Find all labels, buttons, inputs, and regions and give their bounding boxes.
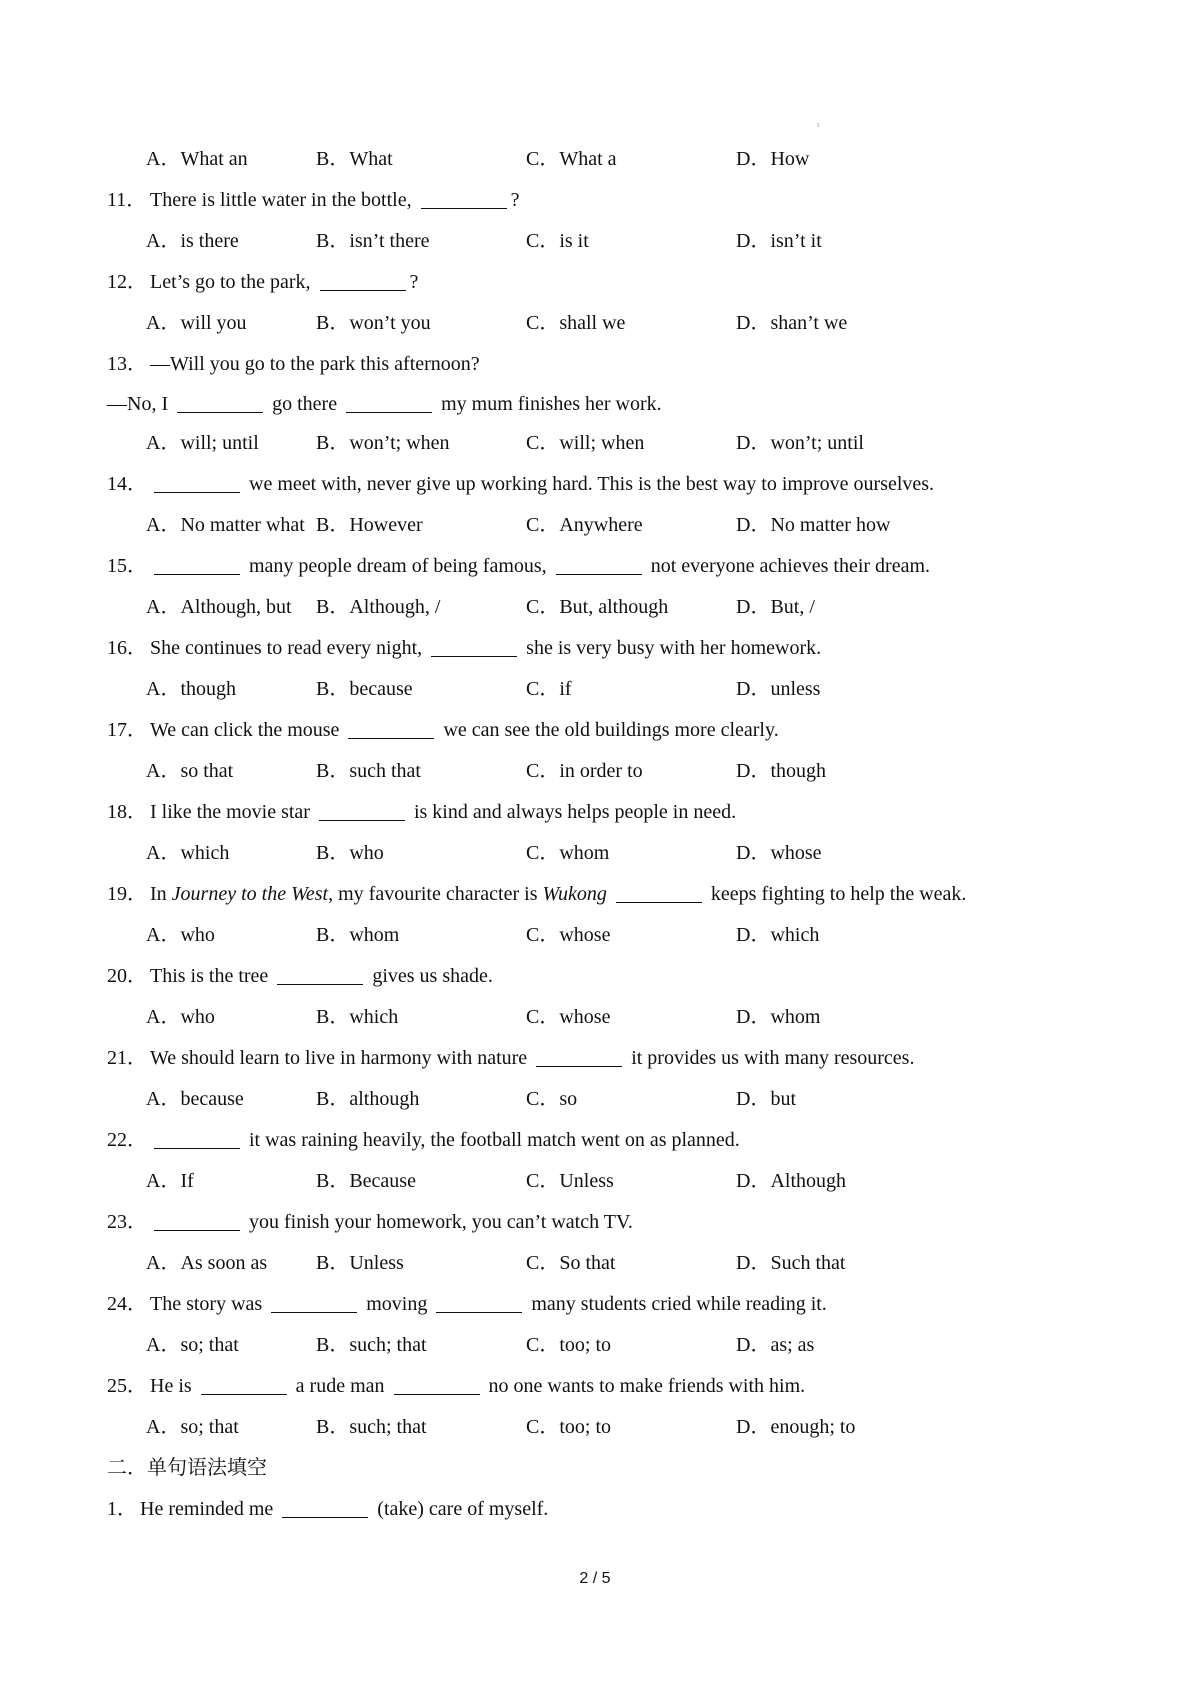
option-b[interactable]: B．whom xyxy=(316,924,400,946)
option-a[interactable]: A．so; that xyxy=(146,1334,239,1356)
answer-blank[interactable] xyxy=(616,882,702,903)
option-a[interactable]: A．No matter what xyxy=(146,514,305,536)
option-c[interactable]: C．in order to xyxy=(526,760,643,782)
option-c[interactable]: C．too; to xyxy=(526,1334,612,1356)
answer-blank[interactable] xyxy=(348,718,434,739)
answer-blank[interactable] xyxy=(277,964,363,985)
option-d[interactable]: D．whose xyxy=(736,842,822,864)
book-title: Journey to the West xyxy=(171,883,329,905)
question-text: She continues to read every night, she is very busy with her homework. xyxy=(150,637,822,659)
option-d[interactable]: D．though xyxy=(736,760,826,782)
option-d[interactable]: D．whom xyxy=(736,1006,821,1028)
option-a[interactable]: A．will; until xyxy=(146,432,259,454)
option-c[interactable]: C．Anywhere xyxy=(526,514,643,536)
question-text: many people dream of being famous, not everyone achieves their dream. xyxy=(150,554,930,578)
option-b[interactable]: B．although xyxy=(316,1088,420,1110)
option-d[interactable]: D．won’t; until xyxy=(736,432,864,454)
option-b[interactable]: B．Unless xyxy=(316,1252,404,1274)
option-c[interactable]: C．Unless xyxy=(526,1170,614,1192)
option-d: D．How xyxy=(736,148,810,170)
question-text: There is little water in the bottle, ? xyxy=(150,189,520,211)
option-a[interactable]: A．who xyxy=(146,924,215,946)
answer-blank[interactable] xyxy=(346,392,432,413)
question-number: 20． xyxy=(107,965,147,987)
question-text: I like the movie star is kind and always helps people in need. xyxy=(150,801,737,823)
answer-blank[interactable] xyxy=(154,1128,240,1149)
answer-blank[interactable] xyxy=(431,636,517,657)
option-b[interactable]: B．won’t; when xyxy=(316,432,450,454)
option-d[interactable]: D．isn’t it xyxy=(736,230,822,252)
question-text: He reminded me (take) care of myself. xyxy=(140,1498,549,1520)
answer-blank[interactable] xyxy=(320,270,406,291)
option-c[interactable]: C．too; to xyxy=(526,1416,612,1438)
option-b[interactable]: B．isn’t there xyxy=(316,230,430,252)
option-a[interactable]: A．As soon as xyxy=(146,1252,268,1274)
option-d[interactable]: D．shan’t we xyxy=(736,312,848,334)
question-text: We should learn to live in harmony with nature it provides us with many resources. xyxy=(150,1047,915,1069)
question-number: 24． xyxy=(107,1293,147,1315)
answer-blank[interactable] xyxy=(536,1046,622,1067)
answer-blank[interactable] xyxy=(201,1374,287,1395)
option-a[interactable]: A．will you xyxy=(146,312,247,334)
question-number: 14． xyxy=(107,473,147,495)
option-c[interactable]: C．whom xyxy=(526,842,610,864)
option-b[interactable]: B．such that xyxy=(316,760,421,782)
question-number: 15． xyxy=(107,555,147,577)
option-c[interactable]: C．will; when xyxy=(526,432,645,454)
option-c[interactable]: C．But, although xyxy=(526,596,669,618)
option-d[interactable]: D．enough; to xyxy=(736,1416,856,1438)
option-a[interactable]: A．though xyxy=(146,678,236,700)
answer-blank[interactable] xyxy=(154,554,240,575)
question-number: 1． xyxy=(107,1498,137,1520)
question-text: Let’s go to the park, ? xyxy=(150,271,419,293)
answer-blank[interactable] xyxy=(394,1374,480,1395)
option-a[interactable]: A．If xyxy=(146,1170,194,1192)
option-c[interactable]: C．whose xyxy=(526,924,611,946)
question-number: 18． xyxy=(107,801,147,823)
option-a[interactable]: A．Although, but xyxy=(146,596,292,618)
option-d[interactable]: D．as; as xyxy=(736,1334,815,1356)
option-a[interactable]: A．so; that xyxy=(146,1416,239,1438)
option-b[interactable]: B．Because xyxy=(316,1170,416,1192)
option-a[interactable]: A．is there xyxy=(146,230,239,252)
answer-blank[interactable] xyxy=(154,1210,240,1231)
question-number: 12． xyxy=(107,271,147,293)
option-c[interactable]: C．is it xyxy=(526,230,589,252)
option-c[interactable]: C．So that xyxy=(526,1252,616,1274)
option-d[interactable]: D．which xyxy=(736,924,820,946)
answer-blank[interactable] xyxy=(154,472,240,493)
option-d[interactable]: D．but xyxy=(736,1088,796,1110)
character-name: Wukong xyxy=(542,883,607,905)
option-a[interactable]: A．which xyxy=(146,842,230,864)
page-mark: ı xyxy=(817,120,820,129)
answer-blank[interactable] xyxy=(177,392,263,413)
question-text: we meet with, never give up working hard. This is the best way to improve ourselves. xyxy=(150,472,934,496)
option-a[interactable]: A．so that xyxy=(146,760,234,782)
option-b[interactable]: B．such; that xyxy=(316,1334,427,1356)
question-number: 19． xyxy=(107,883,147,905)
option-d[interactable]: D．But, / xyxy=(736,596,815,618)
option-d[interactable]: D．Such that xyxy=(736,1252,846,1274)
option-d[interactable]: D．Although xyxy=(736,1170,846,1192)
question-number: 13． xyxy=(107,353,147,375)
answer-blank[interactable] xyxy=(556,554,642,575)
question-text: —Will you go to the park this afternoon? xyxy=(150,353,480,375)
dialog-reply: —No, I go there my mum finishes her work. xyxy=(107,393,662,415)
option-c[interactable]: C．so xyxy=(526,1088,578,1110)
question-text: you finish your homework, you can’t watch TV. xyxy=(150,1210,633,1234)
question-text: He is a rude man no one wants to make friends with him. xyxy=(150,1375,806,1397)
option-b[interactable]: B．who xyxy=(316,842,384,864)
page-number: 2 / 5 xyxy=(579,1570,611,1587)
question-text: The story was moving many students cried while reading it. xyxy=(150,1293,827,1315)
section-heading: 二．单句语法填空 xyxy=(107,1457,267,1479)
answer-blank[interactable] xyxy=(436,1292,522,1313)
option-c[interactable]: C．if xyxy=(526,678,572,700)
question-text: it was raining heavily, the football match went on as planned. xyxy=(150,1128,740,1152)
option-b[interactable]: B．However xyxy=(316,514,423,536)
question-text: We can click the mouse we can see the old buildings more clearly. xyxy=(150,719,779,741)
option-d[interactable]: D．unless xyxy=(736,678,821,700)
answer-blank[interactable] xyxy=(271,1292,357,1313)
option-b[interactable]: B．which xyxy=(316,1006,399,1028)
option-a[interactable]: A．because xyxy=(146,1088,244,1110)
question-number: 21． xyxy=(107,1047,147,1069)
option-b[interactable]: B．won’t you xyxy=(316,312,431,334)
answer-blank[interactable] xyxy=(421,188,507,209)
option-d[interactable]: D．No matter how xyxy=(736,514,891,536)
option-b: B．What xyxy=(316,148,393,170)
option-b[interactable]: B．Although, / xyxy=(316,596,441,618)
option-c: C．What a xyxy=(526,148,617,170)
question-number: 16． xyxy=(107,637,147,659)
question-number: 11． xyxy=(107,189,147,211)
question-number: 23． xyxy=(107,1211,147,1233)
option-a: A．What an xyxy=(146,148,248,170)
question-number: 17． xyxy=(107,719,147,741)
question-text: This is the tree gives us shade. xyxy=(150,965,493,987)
option-a[interactable]: A．who xyxy=(146,1006,215,1028)
answer-blank[interactable] xyxy=(282,1497,368,1518)
answer-blank[interactable] xyxy=(319,800,405,821)
option-c[interactable]: C．whose xyxy=(526,1006,611,1028)
question-number: 22． xyxy=(107,1129,147,1151)
option-b[interactable]: B．such; that xyxy=(316,1416,427,1438)
question-number: 25． xyxy=(107,1375,147,1397)
option-b[interactable]: B．because xyxy=(316,678,413,700)
question-text: In Journey to the West, my favourite character is Wukong keeps fighting to help the weak. xyxy=(150,883,967,905)
option-c[interactable]: C．shall we xyxy=(526,312,626,334)
